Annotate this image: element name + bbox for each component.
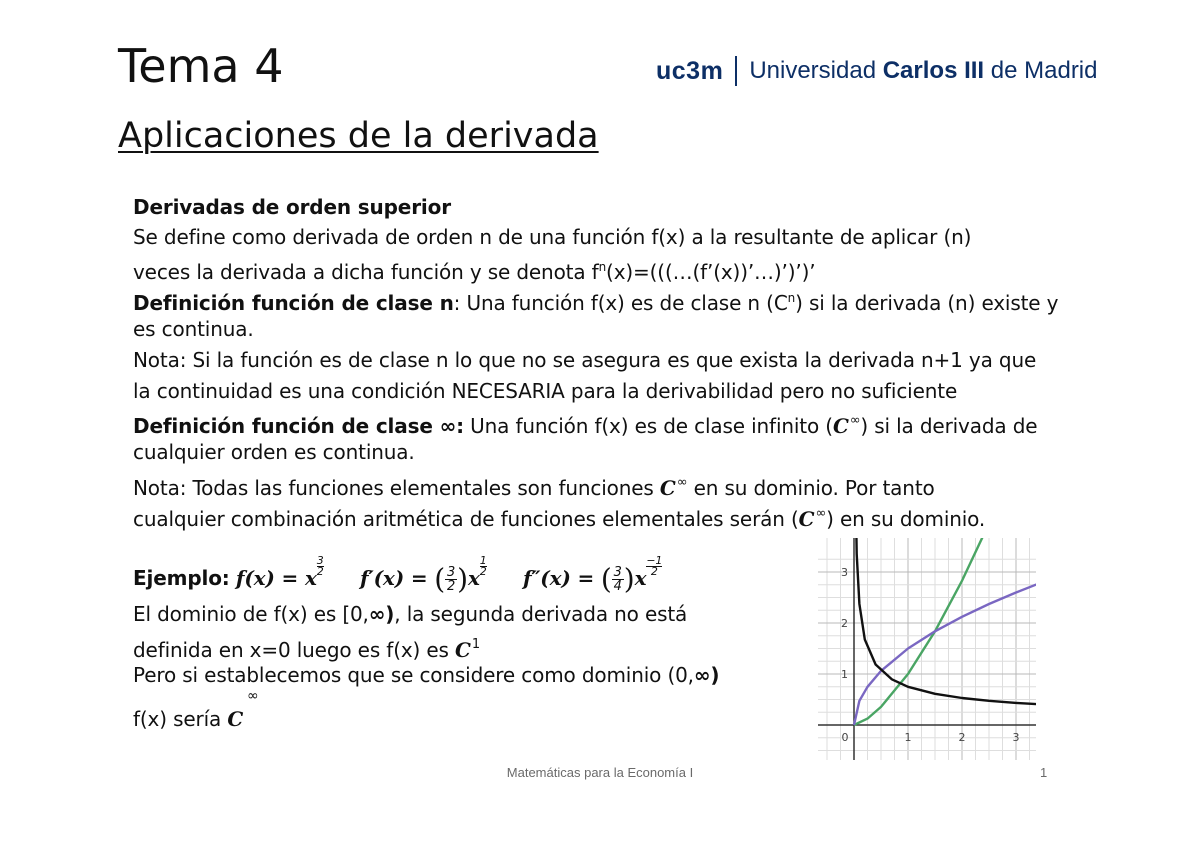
note-line: cualquier combinación aritmética de funciones elementales serán (C∞) en su dominio. — [133, 506, 986, 531]
logo-name: Universidad Carlos III de Madrid — [749, 57, 1098, 84]
page-number: 1 — [1040, 765, 1048, 780]
section-heading: Derivadas de orden superior — [133, 195, 451, 219]
page-subtitle: Aplicaciones de la derivada — [118, 116, 599, 156]
x-tick-label: 2 — [958, 731, 966, 744]
note-line: Nota: Todas las funciones elementales son funciones C∞ en su dominio. Por tanto — [133, 475, 935, 500]
university-logo — [656, 52, 1097, 90]
series-line-3 — [855, 538, 1036, 705]
example-line: f(x) sería C — [133, 707, 244, 731]
definition-class-n: Definición función de clase n: Una función f(x) es de clase n $(C^n)$ si la derivada (n) existe y — [133, 291, 1059, 315]
chart-grid — [818, 538, 1036, 760]
paragraph-line: veces la derivada a dicha función y se denota $f^n(x)=(((\dots(f’(x))’\dots)’)’)$’ — [133, 260, 816, 284]
example-line: definida en x=0 luego es f(x) es $C^1$ — [133, 637, 480, 662]
paragraph-line: es continua. — [133, 317, 254, 341]
y-tick-label: 3 — [841, 566, 848, 579]
example-line: Pero si establecemos que se considere como dominio (0,∞) — [133, 663, 720, 687]
function-graph — [818, 538, 1036, 760]
logo-divider — [735, 56, 737, 86]
definition-class-infinity: Definición función de clase ∞: Una función f(x) es de clase infinito (C∞) si la derivada de — [133, 413, 1038, 438]
paragraph-line: cualquier orden es continua. — [133, 440, 415, 464]
paragraph-line: Se define como derivada de orden n de una función f(x) a la resultante de aplicar (n) — [133, 225, 972, 249]
logo-short: uc3m — [656, 56, 724, 85]
y-tick-label: 2 — [841, 617, 848, 630]
note-line: la continuidad es una condición NECESARIA para la derivabilidad pero no suficiente — [133, 379, 958, 403]
x-tick-label: 0 — [841, 731, 849, 744]
example-formulas: Ejemplo: f(x) = x $\frac{3}{2} f'(x)$ = ( $\frac{3}{2}$ )x $\frac{1}{2} f''(x)$ = ( $\frac{3}{4}$ )x $\frac{-1}{2}$ — [133, 554, 663, 596]
x-tick-label: 3 — [1012, 731, 1020, 744]
page-title: Tema 4 — [118, 39, 284, 93]
x-tick-label: 1 — [904, 731, 912, 744]
note-line: Nota: Si la función es de clase n lo que no se asegura es que exista la derivada n+1 ya que — [133, 348, 1037, 372]
infinity-superscript: ∞ — [247, 688, 259, 704]
footer-course: Matemáticas para la Economía I — [506, 765, 694, 780]
example-line: El dominio de f(x) es [0,∞), la segunda derivada no está — [133, 602, 688, 626]
y-tick-label: 1 — [841, 668, 848, 681]
